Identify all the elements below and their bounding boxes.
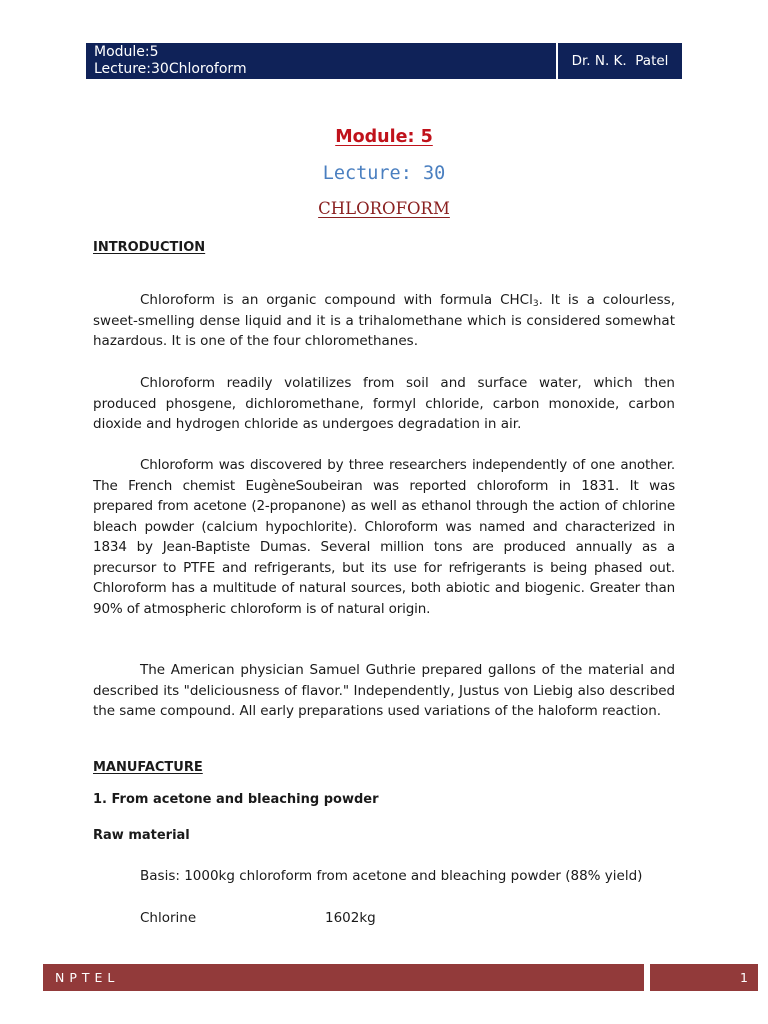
intro-paragraph-4: The American physician Samuel Guthrie prepared gallons of the material and described its "deliciousness of flavor." Independently, Justus von Liebig also described the same compound. All early preparations used variations of the haloform reaction. bbox=[93, 662, 675, 719]
module-title: Module: 5 bbox=[335, 127, 433, 147]
header-author: Dr. N. K. Patel bbox=[556, 43, 682, 79]
footer-label-bar bbox=[43, 964, 644, 991]
raw-material-heading: Raw material bbox=[93, 828, 190, 843]
header-bar bbox=[86, 43, 682, 79]
footer-page-bar bbox=[650, 964, 758, 991]
method-heading: 1. From acetone and bleaching powder bbox=[93, 792, 379, 807]
intro-p1-text-b: . It is a colourless, sweet-smelling dense liquid and it is a trihalomethane which is considered somewhat hazardous. It is one of the four chloromethanes. bbox=[93, 292, 675, 349]
footer-label: NPTEL bbox=[55, 970, 120, 985]
page-number: 1 bbox=[740, 970, 748, 985]
topic-title: CHLOROFORM bbox=[318, 199, 450, 218]
raw-material-quantity: 1602kg bbox=[325, 910, 376, 926]
basis-text: Basis: 1000kg chloroform from acetone and bleaching powder (88% yield) bbox=[140, 868, 643, 884]
header-left bbox=[94, 44, 247, 78]
intro-p1-text-a: Chloroform is an organic compound with formula CHCl bbox=[140, 292, 533, 308]
intro-paragraph-3: Chloroform was discovered by three researchers independently of one another. The French chemist EugèneSoubeiran was reported chloroform in 1831. It was prepared from acetone (2-propanone) as well as ethanol through the action of chlorine bleach powder (calcium hypochlorite). Chloroform was named and characterized in 1834 by Jean-Baptiste Dumas. Several million tons are produced annually as a precursor to PTFE and refrigerants, but its use for refrigerants is being phased out. Chloroform has a multitude of natural sources, both abiotic and biogenic. Greater than 90% of atmospheric chloroform is of natural origin. bbox=[93, 457, 675, 617]
intro-paragraph-2: Chloroform readily volatilizes from soil and surface water, which then produced phosgene, dichloromethane, formyl chloride, carbon monoxide, carbon dioxide and hydrogen chloride as undergoes degradation in air. bbox=[93, 375, 675, 432]
header-lecture: Lecture:30Chloroform bbox=[94, 61, 247, 77]
raw-material-name: Chlorine bbox=[140, 910, 197, 926]
header-module: Module:5 bbox=[94, 44, 159, 60]
introduction-heading: INTRODUCTION bbox=[93, 240, 206, 255]
intro-paragraph-1 bbox=[93, 290, 675, 352]
manufacture-heading: MANUFACTURE bbox=[93, 760, 203, 775]
formula-subscript: 3 bbox=[532, 299, 539, 309]
lecture-title: Lecture: 30 bbox=[322, 163, 446, 184]
